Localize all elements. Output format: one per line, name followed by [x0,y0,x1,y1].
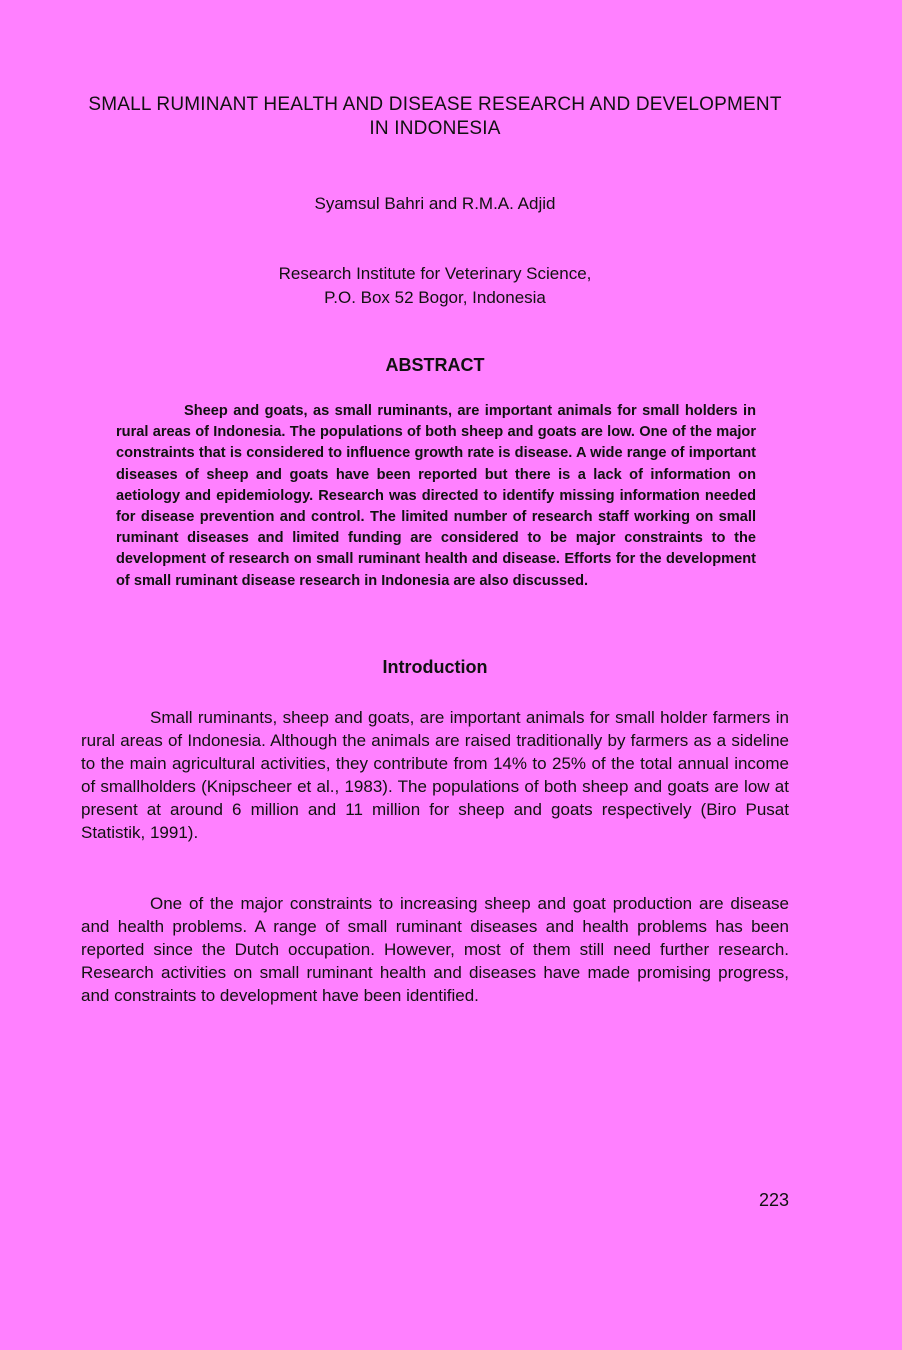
paper-authors: Syamsul Bahri and R.M.A. Adjid [314,194,556,213]
introduction-paragraph: One of the major constraints to increasing sheep and goat production are disease and health problems. A range of small ruminant diseases and health problems has been reported since the Dutch occupation. However, most of them still need further research. Research activities on small ruminant health and diseases have made promising progress, and constraints to development have been identified. [81,894,789,1006]
author-affiliation [80,262,790,310]
page-number: 223 [758,1190,789,1210]
affiliation-address: P.O. Box 52 Bogor, Indonesia [324,288,546,307]
introduction-heading: Introduction [382,657,488,677]
abstract-body: Sheep and goats, as small ruminants, are important animals for small holders in rural areas of Indonesia. The populations of both sheep and goats are low. One of the major constraints that is considered to influence growth rate is disease. A wide range of important diseases of sheep and goats have been reported but there is a lack of information on aetiology and epidemiology. Research was directed to identify missing information needed for disease prevention and control. The limited number of research staff working on small ruminant diseases and limited funding are considered to be major constraints to the development of research on small ruminant health and disease. Efforts for the development of small ruminant disease research in Indonesia are also discussed. [116,403,756,589]
abstract-heading: ABSTRACT [385,355,485,375]
introduction-paragraph: Small ruminants, sheep and goats, are important animals for small holder farmers in rural areas of Indonesia. Although the animals are raised traditionally by farmers as a sideline to the main agricultural activities, they contribute from 14% to 25% of the total annual income of smallholders (Knipscheer et al., 1983). The populations of both sheep and goats are low at present at around 6 million and 11 million for sheep and goats respectively (Biro Pusat Statistik, 1991). [81,708,789,843]
affiliation-institute: Research Institute for Veterinary Science, [278,264,592,283]
paper-title: SMALL RUMINANT HEALTH AND DISEASE RESEARCH AND DEVELOPMENT IN INDONESIA [88,94,782,139]
